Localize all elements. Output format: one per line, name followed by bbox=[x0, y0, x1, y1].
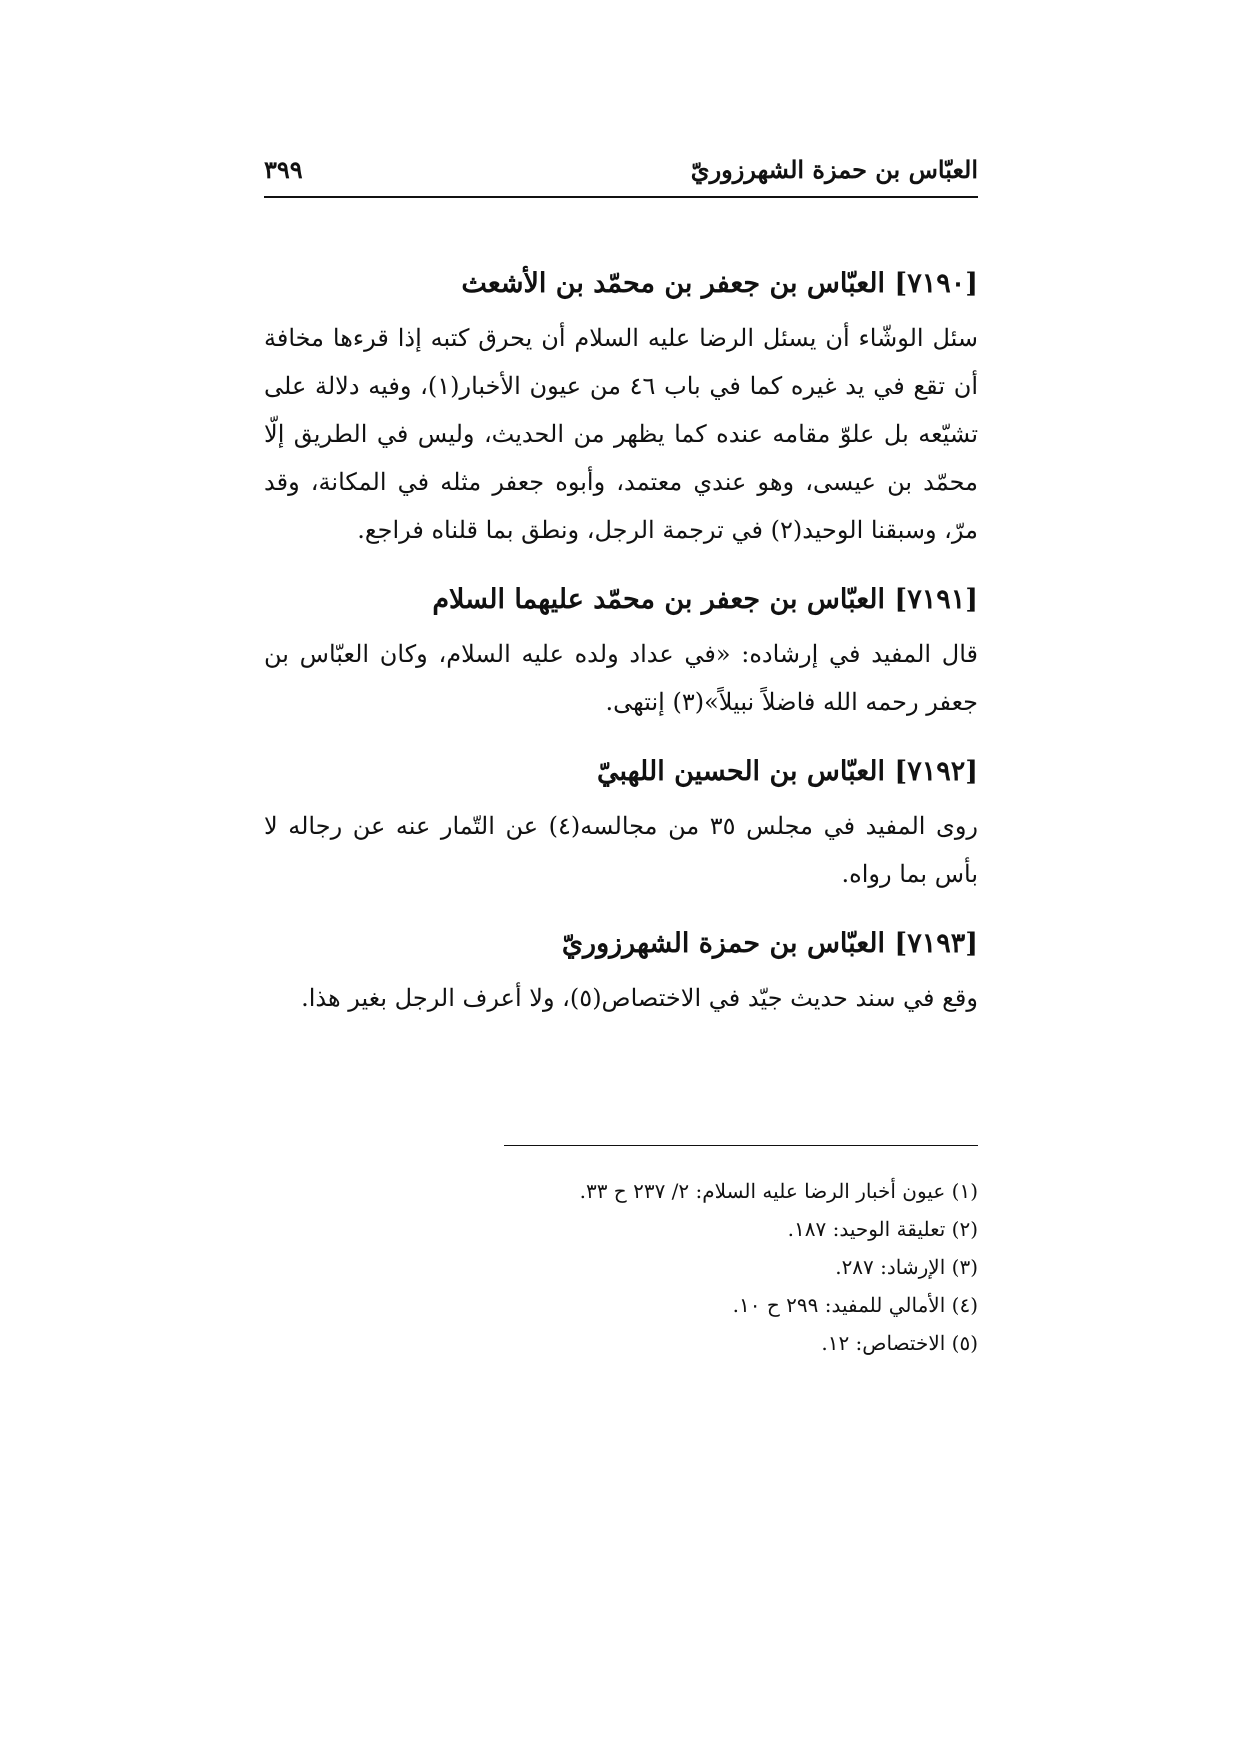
entry-7192 bbox=[264, 750, 978, 898]
page-body bbox=[264, 262, 978, 1046]
entry-7191 bbox=[264, 578, 978, 726]
running-title: العبّاس بن حمزة الشهرزوريّ bbox=[690, 155, 978, 184]
entry-7190 bbox=[264, 262, 978, 554]
entry-text: سئل الوشّاء أن يسئل الرضا عليه السلام أن يحرق كتبه إذا قرءها مخافة أن تقع في يد غيره كما في باب ٤٦ من عيون الأخبار(١)، وفيه دلالة على تشيّعه بل علوّ مقامه عنده كما يظهر من الحديث، وليس في الطريق إلّا محمّد بن عيسى، وهو عندي معتمد، وأبوه جعفر مثله في المكانة، وقد مرّ، وسبقنا الوحيد(٢) في ترجمة الرجل، ونطق بما قلناه فراجع. bbox=[264, 324, 979, 544]
entry-heading: [٧١٩١] العبّاس بن جعفر بن محمّد عليهما السلام bbox=[432, 584, 978, 615]
entry-heading: [٧١٩٠] العبّاس بن جعفر بن محمّد بن الأشعث bbox=[461, 268, 978, 299]
entry-7193 bbox=[264, 922, 978, 1022]
entry-text: قال المفيد في إرشاده: «في عداد ولده عليه السلام، وكان العبّاس بن جعفر رحمه الله فاضلاً نبيلاً»(٣) إنتهى. bbox=[264, 640, 978, 716]
footnote-3: (٣) الإرشاد: ٢٨٧. bbox=[835, 1255, 978, 1279]
footnote-2: (٢) تعليقة الوحيد: ١٨٧. bbox=[787, 1217, 978, 1241]
entry-text: وقع في سند حديث جيّد في الاختصاص(٥)، ولا أعرف الرجل بغير هذا. bbox=[301, 984, 978, 1012]
entry-text: روى المفيد في مجلس ٣٥ من مجالسه(٤) عن التّمار عنه عن رجاله لا بأس بما رواه. bbox=[264, 812, 979, 888]
page-header bbox=[264, 152, 978, 198]
entry-heading: [٧١٩٣] العبّاس بن حمزة الشهرزوريّ bbox=[561, 928, 978, 959]
footnote-4: (٤) الأمالي للمفيد: ٢٩٩ ح ١٠. bbox=[732, 1293, 978, 1317]
page-number: ٣٩٩ bbox=[264, 155, 303, 184]
footnote-divider bbox=[504, 1145, 978, 1146]
footnote-1: (١) عيون أخبار الرضا عليه السلام: ٢/ ٢٣٧ ح ٣٣. bbox=[579, 1179, 978, 1203]
footnote-5: (٥) الاختصاص: ١٢. bbox=[821, 1331, 978, 1355]
entry-heading: [٧١٩٢] العبّاس بن الحسين اللهبيّ bbox=[596, 756, 978, 787]
footnotes bbox=[264, 1172, 978, 1362]
